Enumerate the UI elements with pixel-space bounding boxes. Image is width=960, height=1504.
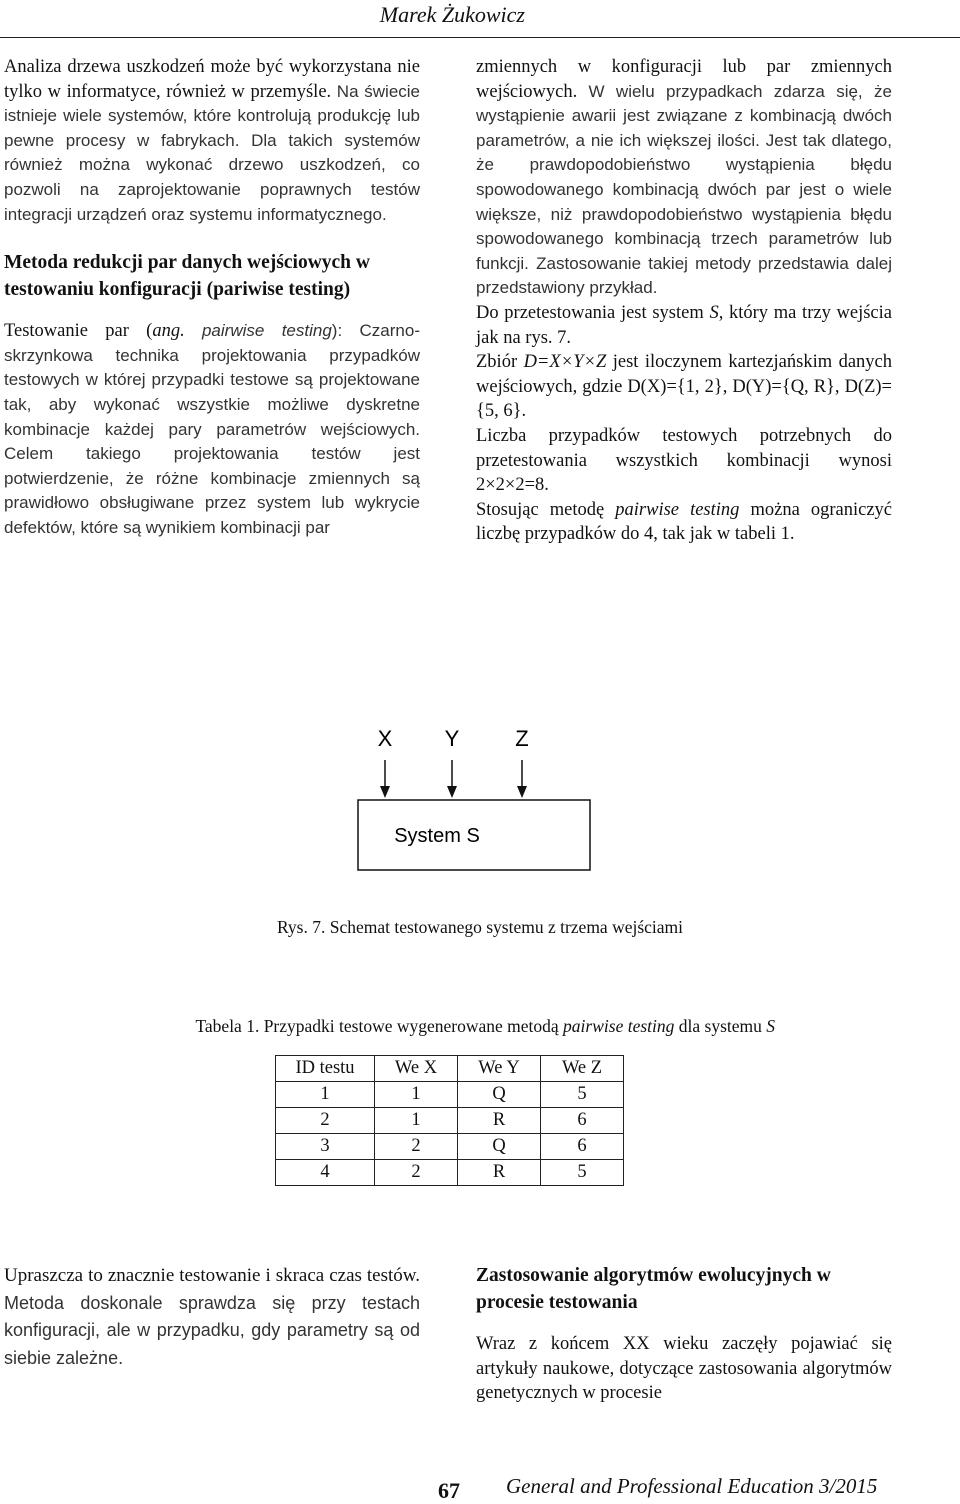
- br-paragraph: Wraz z końcem XX wieku zaczęły pojawiać się artykuły naukowe, dotyczące zastosowania algorytmów genetycznych w procesie: [476, 1334, 892, 1404]
- right-paragraph-1: [476, 55, 892, 301]
- journal-name: General and Professional Education 3/2015: [506, 1474, 878, 1498]
- cell: 1: [375, 1108, 458, 1134]
- system-diagram: [350, 720, 600, 900]
- rp3-math2: D(X)={1, 2}, D(Y)={Q, R}, D(Z)={5, 6}.: [476, 376, 892, 422]
- bl-sans-text: Metoda doskonale sprawdza się przy testach konfiguracji, ale w przypadku, gdy parametry są od siebie zależne.: [4, 1292, 420, 1368]
- cell: 2: [375, 1160, 458, 1186]
- table-row: [276, 1160, 624, 1186]
- cell: 3: [276, 1134, 375, 1160]
- right-p1-sans-text: W wielu przypadkach zdarza się, że wystąpienie awarii jest związane z kombinacją dwóch parametrów, a nie ich większej ilości. Jest tak dlatego, że prawdopodobieństwo wystąpienia błędu spowodowanego kombinacją dwóch par jest o wiele większe, niż prawdopodobieństwo wystąpienia błędu spowodowanego kombinacją trzech parametrów lub funkcji. Zastosowanie takiej metody przedstawia dalej przedstawiony przykład.: [476, 81, 892, 298]
- right-column: [476, 55, 892, 547]
- table-row: [276, 1082, 624, 1108]
- cell: 4: [276, 1160, 375, 1186]
- left-p1-sans-text: Na świecie istnieje wiele systemów, które kontrolują produkcję lub pewne procesy w fabrykach. Dla takich systemów również można wykonać drzewo uszkodzeń, co pozwoli na zaprojektowanie poprawnych testów integracji urządzeń oraz systemu informatycznego.: [4, 81, 421, 224]
- table-header-row: [276, 1056, 624, 1082]
- table-title-term: pairwise testing: [563, 1016, 675, 1036]
- cell: 1: [375, 1082, 458, 1108]
- cell: R: [458, 1160, 541, 1186]
- table-row: [276, 1134, 624, 1160]
- system-box-label: System S: [394, 825, 480, 847]
- p2-term: pairwise testing: [201, 321, 332, 341]
- arrowhead-x: [380, 786, 390, 798]
- left-paragraph-1: [4, 55, 420, 227]
- input-label-y: Y: [444, 726, 460, 751]
- arrowhead-z: [517, 786, 527, 798]
- rp2-a: Do przetestowania jest system: [476, 302, 710, 323]
- input-label-x: X: [377, 726, 393, 751]
- figure-caption: Rys. 7. Schemat testowanego systemu z trzema wejściami: [276, 917, 684, 937]
- right-paragraph-3: [476, 350, 892, 424]
- right-paragraph-5: [476, 498, 892, 547]
- bl-text: Upraszcza to znacznie testowanie i skraca czas testów.: [4, 1265, 420, 1286]
- cell: Q: [458, 1082, 541, 1108]
- test-cases-table: [275, 1055, 624, 1186]
- rp3-b: jest iloczynem kartezjańskim danych wejściowych, gdzie: [476, 352, 892, 397]
- cell: 6: [541, 1108, 624, 1134]
- header-id: ID testu: [276, 1056, 375, 1082]
- arrowhead-y: [447, 786, 457, 798]
- page-number: 67: [438, 1478, 460, 1503]
- right-paragraph-4: Liczba przypadków testowych potrzebnych do przetestowania wszystkich kombinacji wynosi 2×2×2=8.: [476, 425, 892, 496]
- cell: 1: [276, 1082, 375, 1108]
- p2-b: [185, 321, 202, 341]
- rp5-term: pairwise testing: [615, 499, 740, 520]
- left-column: [4, 55, 420, 541]
- left-paragraph-2: [4, 319, 420, 540]
- rp5-a: Stosując metodę: [476, 499, 616, 520]
- cell: 6: [541, 1134, 624, 1160]
- section-heading-evolutionary: Zastosowanie algorytmów ewolucyjnych w procesie testowania: [476, 1265, 831, 1313]
- right-p1-text: zmiennych w konfiguracji lub par zmiennych wejściowych.: [476, 57, 892, 102]
- rp2-b: , który ma trzy wejścia jak na rys. 7.: [476, 302, 892, 348]
- right-paragraph-2: [476, 301, 892, 350]
- input-label-z: Z: [515, 726, 529, 751]
- p2-a: Testowanie par (: [4, 321, 153, 342]
- cell: 2: [276, 1108, 375, 1134]
- table-title-S: S: [766, 1016, 775, 1036]
- rp3-math1: D=X×Y×Z: [523, 352, 607, 373]
- rp5-b: można ograniczyć liczbę przypadków do 4, tak jak w tabeli 1.: [476, 499, 892, 545]
- header-we-z: We Z: [541, 1056, 624, 1082]
- section-heading-pairwise: Metoda redukcji par danych wejściowych w testowaniu konfiguracji (pariwise testing): [4, 252, 370, 301]
- left-p1-text: Analiza drzewa uszkodzeń może być wykorzystana nie tylko w informatyce, również w przemyśle.: [4, 57, 420, 102]
- header-we-x: We X: [375, 1056, 458, 1082]
- table-row: [276, 1108, 624, 1134]
- cell: 2: [375, 1134, 458, 1160]
- cell: 5: [541, 1160, 624, 1186]
- cell: R: [458, 1108, 541, 1134]
- table-title: [0, 1016, 895, 1037]
- p2-ang: ang.: [152, 321, 185, 342]
- header-rule: [0, 37, 960, 38]
- table-title-b: dla systemu: [674, 1016, 767, 1036]
- cell: Q: [458, 1134, 541, 1160]
- header-we-y: We Y: [458, 1056, 541, 1082]
- bottom-right-block: [476, 1262, 892, 1406]
- table-title-a: Tabela 1. Przypadki testowe wygenerowane metodą: [195, 1016, 564, 1036]
- bottom-left-paragraph: [4, 1262, 420, 1372]
- cell: 5: [541, 1082, 624, 1108]
- rp3-a: Zbiór: [476, 352, 524, 373]
- p2-c: ): Czarno-skrzynkowa technika projektowania przypadków testowych w której przypadki testowe są projektowane tak, aby wykonać wszystkie możliwe dyskretne kombinacje każdej pary parametrów wejściowych. Celem takiego projektowania testów jest potwierdzenie, że różne kombinacje zmiennych są prawidłowo obsługiwane przez system lub wykrycie defektów, które są wynikiem kombinacji par: [4, 321, 420, 537]
- header-author: Marek Żukowicz: [379, 2, 525, 27]
- rp2-S: S: [709, 302, 719, 323]
